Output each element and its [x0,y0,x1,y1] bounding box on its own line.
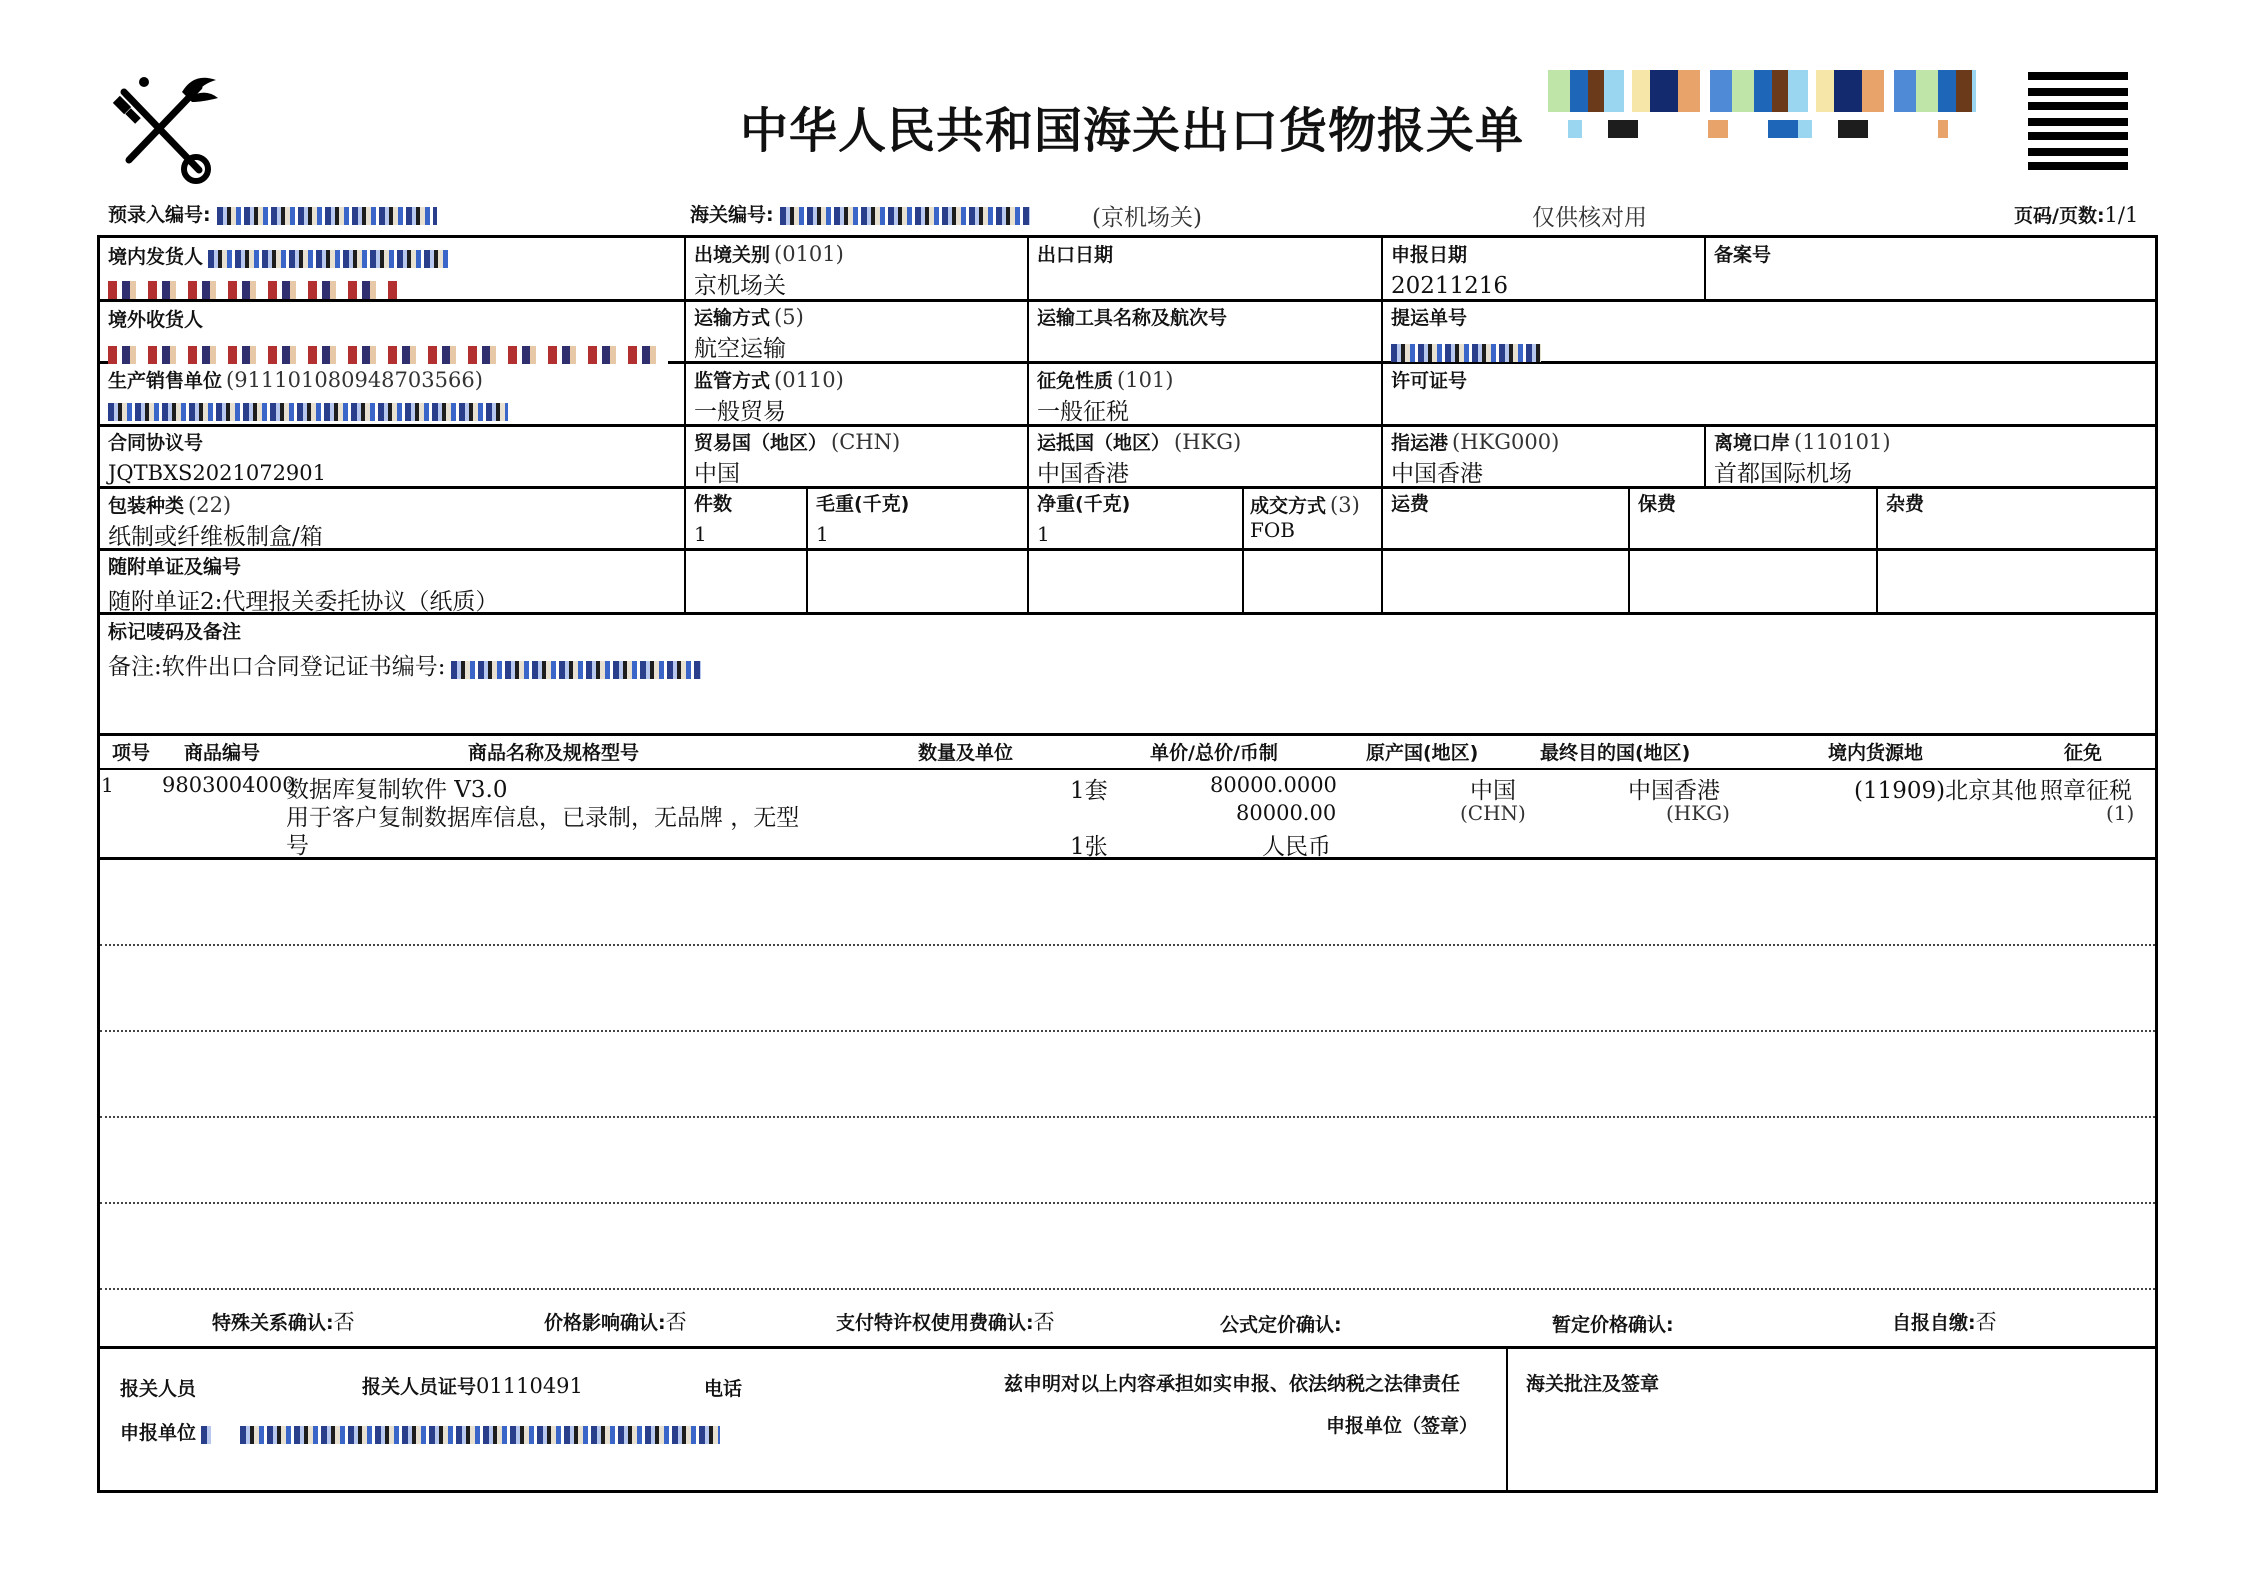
cell-shipper: 境内发货人 [108,242,448,299]
page-indicator: 页码/页数:1/1 [2014,203,2139,227]
goods-header-levy: 征免 [2064,742,2103,764]
cell-bill: 提运单号 [1391,303,1541,362]
cell-producer: 生产销售单位 (911101080948703566) [108,366,508,421]
cell-contract: 合同协议号 JQTBXS2021072901 [108,432,327,485]
footer-declaring-unit: 申报单位 [120,1418,720,1445]
goods-header-origin: 原产国(地区) [1366,742,1479,764]
goods-qty-1: 1套 [1070,778,1108,804]
cell-export-date: 出口日期 [1037,244,1114,266]
frame-bottom [97,1490,2158,1493]
confirm-price-influence: 价格影响确认:否 [544,1310,687,1334]
frame-top [97,235,2158,238]
cell-record-no: 备案号 [1714,244,1772,266]
footer-phone: 电话 [704,1378,743,1400]
cell-exit-office: 出境关别 (0101) 京机场关 [694,242,844,299]
barcode-redacted-2 [1568,120,1948,138]
barcode-redacted [1548,70,1976,112]
cell-gross-weight: 毛重(千克) 1 [816,493,910,546]
cell-trade-country: 贸易国（地区） (CHN) 中国 [694,430,901,487]
pre-entry-label: 预录入编号: [108,200,437,227]
confirm-formula-pricing: 公式定价确认: [1220,1314,1342,1336]
customs-no-label: 海关编号: [690,200,1030,227]
goods-final-dest: 中国香港 [1628,778,1720,804]
cell-vehicle: 运输工具名称及航次号 [1037,307,1228,329]
cell-package: 包装种类 (22) 纸制或纤维板制盒/箱 [108,493,323,550]
customs-emblem-icon [104,72,224,187]
confirm-provisional-price: 暂定价格确认: [1552,1314,1674,1336]
cell-levy-type: 征免性质 (101) 一般征税 [1037,368,1174,425]
footer-declarant: 报关人员 [120,1378,197,1400]
cell-insurance: 保费 [1638,493,1677,515]
goods-final-dest-code: (HKG) [1666,801,1730,825]
footer-statement: 兹申明对以上内容承担如实申报、依法纳税之法律责任 [1004,1373,1461,1395]
confirm-royalty: 支付特许权使用费确认:否 [836,1310,1055,1334]
confirm-special-relation: 特殊关系确认:否 [212,1310,355,1334]
goods-levy-code: (1) [2106,801,2135,825]
cell-exit-port: 离境口岸 (110101) 首都国际机场 [1714,430,1891,487]
footer-unit-seal: 申报单位（签章） [1326,1415,1479,1437]
document-title: 中华人民共和国海关出口货物报关单 [740,103,1525,159]
cell-consignee: 境外收货人 [108,305,668,364]
qr-code-redacted [2028,70,2128,170]
cell-freight: 运费 [1391,493,1430,515]
goods-origin: 中国 [1470,778,1516,804]
goods-header-qty: 数量及单位 [918,742,1014,764]
cell-declare-date: 申报日期 20211216 [1391,244,1509,299]
cell-misc: 杂费 [1886,493,1925,515]
footer-customs-approval: 海关批注及签章 [1526,1373,1660,1395]
goods-header-item: 项号 [112,742,151,764]
cell-marks: 标记唛码及备注 备注:软件出口合同登记证书编号: [108,617,701,681]
goods-source: (11909)北京其他 [1854,778,2038,804]
goods-spec-1: 用于客户复制数据库信息，已录制，无品牌 ，无型 [286,805,800,831]
for-check-note: 仅供核对用 [1532,205,1647,231]
cell-dest-country: 运抵国（地区） (HKG) 中国香港 [1037,430,1242,487]
cell-transport: 运输方式 (5) 航空运输 [694,305,804,362]
goods-item-no: 1 [101,773,114,797]
goods-header-source: 境内货源地 [1828,742,1924,764]
goods-name: 数据库复制软件 V3.0 [286,777,508,803]
goods-spec-2: 号 [286,833,309,859]
goods-header-name: 商品名称及规格型号 [468,742,640,764]
goods-header-final-dest: 最终目的国(地区) [1540,742,1691,764]
goods-origin-code: (CHN) [1460,801,1526,825]
goods-total-price: 80000.00 [1236,801,1337,825]
cell-pieces: 件数 1 [694,493,733,546]
footer-declarant-cert: 报关人员证号01110491 [362,1374,583,1398]
goods-unit-price: 80000.0000 [1210,773,1337,797]
cell-license: 许可证号 [1391,370,1468,392]
cell-supervision: 监管方式 (0110) 一般贸易 [694,368,844,425]
goods-header-price: 单价/总价/币制 [1150,742,1278,764]
goods-qty-2: 1张 [1070,834,1108,860]
cell-attached-docs: 随附单证及编号 随附单证2:代理报关委托协议（纸质） [108,556,499,615]
goods-hs-code: 9803004000 [162,773,296,797]
confirm-self-pay: 自报自缴:否 [1892,1310,1997,1334]
cell-port: 指运港 (HKG000) 中国香港 [1391,430,1560,487]
customs-office: (京机场关) [1092,205,1202,231]
cell-net-weight: 净重(千克) 1 [1037,493,1131,546]
goods-currency: 人民币 [1262,834,1331,860]
cell-deal-mode: 成交方式 (3) FOB [1250,493,1360,542]
goods-levy: 照章征税 [2040,778,2132,804]
goods-header-code: 商品编号 [184,742,261,764]
